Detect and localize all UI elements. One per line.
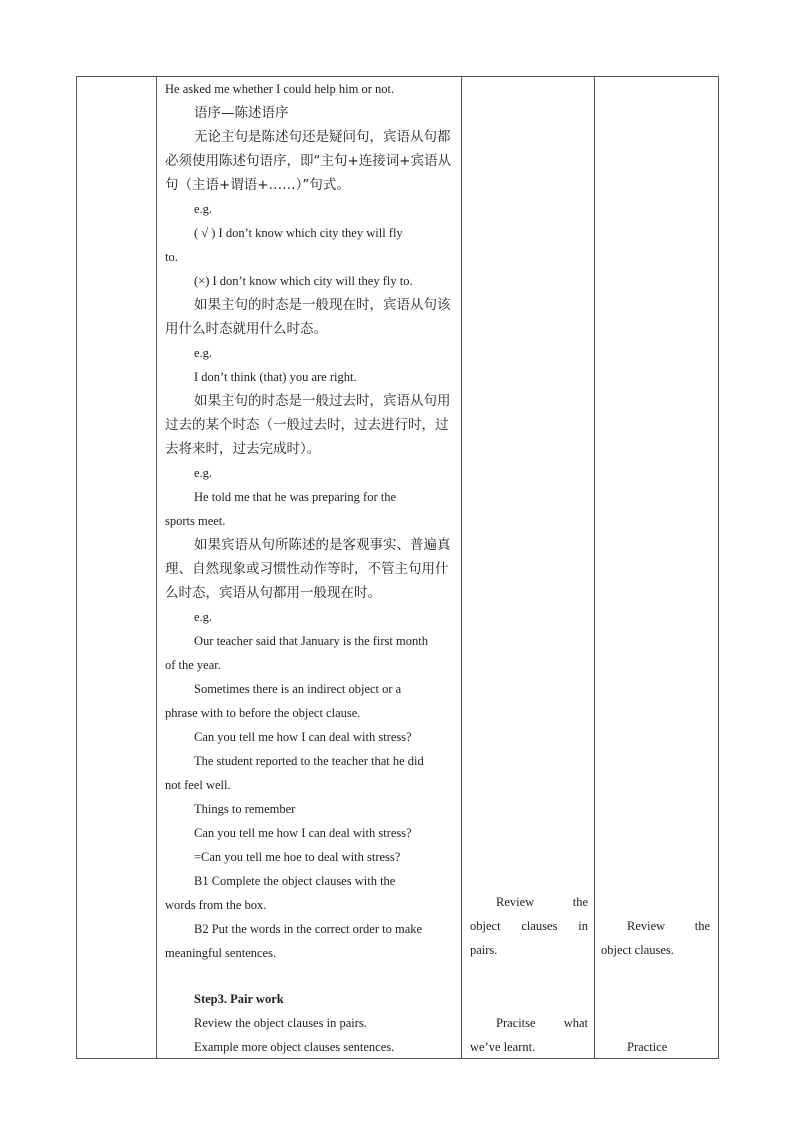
heading-things-to-remember: Things to remember [194, 802, 296, 816]
note-text: Sometimes there is an indirect object or a [194, 682, 402, 696]
lesson-plan-table [76, 76, 719, 1059]
review-intent [601, 914, 710, 962]
word: object clauses. [601, 943, 674, 957]
example-line: Our teacher said that January is the first month [194, 634, 428, 648]
eg-label: e.g. [194, 346, 213, 360]
review-activity [470, 890, 588, 962]
word: the [572, 895, 588, 909]
example-line: of the year. [165, 658, 221, 672]
eg-label: e.g. [194, 610, 213, 624]
practice-intent: Practice [627, 1040, 668, 1054]
example-line: ( √ ) I don’t know which city they will fly [194, 226, 403, 240]
example-line: Can you tell me how I can deal with stress? [194, 826, 412, 840]
example-line: He told me that he was preparing for the [194, 490, 397, 504]
word: we’ve learnt. [470, 1040, 536, 1054]
example-line: I don’t think (that) you are right. [194, 370, 357, 384]
word: Review [496, 895, 535, 909]
teacher-activity-cell [157, 77, 462, 1059]
rule-text: 无论主句是陈述句还是疑问句，宾语从句都 [194, 129, 451, 145]
rule-text: 如果主句的时态是一般过去时，宾语从句用 [194, 393, 451, 409]
stage-cell [77, 77, 157, 1059]
rule-text: 句（主语+谓语+……）”句式。 [165, 177, 350, 193]
word: pairs. [470, 943, 498, 957]
exercise-b2: B2 Put the words in the correct order to make [194, 922, 423, 936]
word: what [563, 1016, 588, 1030]
example-line: He asked me whether I could help him or not. [165, 82, 395, 96]
word: in [578, 919, 588, 933]
example-line: to. [165, 250, 178, 264]
rule-text: 如果主句的时态是一般现在时，宾语从句该 [194, 297, 451, 313]
example-line: The student reported to the teacher that he did [194, 754, 424, 768]
heading-word-order: 语序—陈述语序 [194, 105, 289, 121]
rule-text: 用什么时态就用什么时态。 [165, 321, 327, 337]
step3-text: Example more object clauses sentences. [194, 1040, 395, 1054]
word: clauses [521, 919, 558, 933]
practise-activity [470, 1011, 588, 1059]
table-row [77, 77, 719, 1059]
step3-heading: Step3. Pair work [194, 992, 284, 1006]
word: Review [627, 919, 666, 933]
student-activity-cell [462, 77, 595, 1059]
rule-text: 过去的某个时态（一般过去时，过去进行时，过 [165, 417, 449, 433]
example-line: not feel well. [165, 778, 231, 792]
exercise-b1: B1 Complete the object clauses with the [194, 874, 396, 888]
rule-text: 必须使用陈述句语序，即“主句+连接词+宾语从 [165, 153, 452, 169]
exercise-b1: words from the box. [165, 898, 267, 912]
example-line: (×) I don’t know which city will they fly to. [194, 274, 413, 288]
example-line: =Can you tell me hoe to deal with stress? [194, 850, 401, 864]
rule-text: 去将来时，过去完成时）。 [165, 441, 321, 457]
rule-text: 如果宾语从句所陈述的是客观事实、普遍真 [194, 537, 451, 553]
exercise-b2: meaningful sentences. [165, 946, 277, 960]
word: the [694, 919, 710, 933]
word: Pracitse [496, 1016, 536, 1030]
step3-text: Review the object clauses in pairs. [194, 1016, 367, 1030]
eg-label: e.g. [194, 466, 213, 480]
example-line: Can you tell me how I can deal with stress? [194, 730, 412, 744]
design-intent-cell [595, 77, 719, 1059]
rule-text: 么时态，宾语从句都用一般现在时。 [165, 585, 381, 601]
rule-text: 理、自然现象或习惯性动作等时，不管主句用什 [165, 561, 449, 577]
eg-label: e.g. [194, 202, 213, 216]
note-text: phrase with to before the object clause. [165, 706, 361, 720]
example-line: sports meet. [165, 514, 226, 528]
word: object [470, 919, 501, 933]
